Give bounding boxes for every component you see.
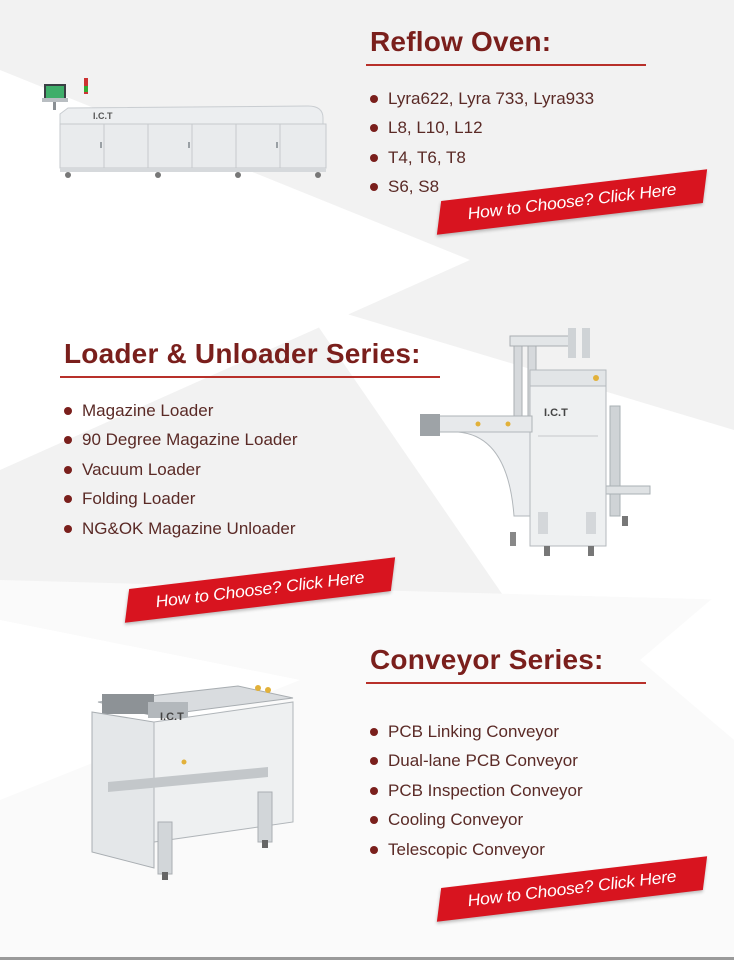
list-item [368, 746, 583, 775]
bullet-icon [370, 183, 378, 191]
loader-item-label: NG&OK Magazine Unloader [82, 518, 296, 538]
list-item [62, 396, 297, 425]
conveyor-list [368, 717, 583, 864]
loader-item-label: Folding Loader [82, 489, 196, 509]
conveyor-cta-label: How to Choose? Click Here [466, 866, 678, 911]
list-item [368, 717, 583, 746]
loader-item-label: 90 Degree Magazine Loader [82, 430, 298, 450]
conveyor-title-underline [366, 682, 646, 684]
list-item [62, 455, 297, 484]
bullet-icon [64, 466, 72, 474]
conveyor-item-label: PCB Inspection Conveyor [388, 780, 583, 800]
reflow-oven-image [38, 76, 338, 182]
bullet-icon [370, 124, 378, 132]
list-item [368, 113, 594, 142]
bullet-icon [370, 757, 378, 765]
conveyor-item-label: Telescopic Conveyor [388, 839, 545, 859]
bullet-icon [370, 728, 378, 736]
list-item [368, 835, 583, 864]
loader-machine-image [418, 326, 658, 566]
loader-brand-label: I.C.T [544, 407, 568, 419]
bullet-icon [64, 407, 72, 415]
conveyor-item-label: Cooling Conveyor [388, 810, 524, 830]
list-item [62, 484, 297, 513]
loader-item-label: Vacuum Loader [82, 459, 201, 479]
reflow-brand-label: I.C.T [93, 111, 113, 121]
list-item [62, 425, 297, 454]
conveyor-item-label: PCB Linking Conveyor [388, 722, 560, 741]
conveyor-item-label: Dual-lane PCB Conveyor [388, 751, 578, 771]
bullet-icon [64, 525, 72, 533]
loader-title: Loader & Unloader Series: [64, 338, 421, 369]
reflow-title-underline [366, 64, 646, 66]
bullet-icon [64, 436, 72, 444]
list-item [368, 143, 594, 172]
bullet-icon [370, 95, 378, 103]
reflow-item-label: T4, T6, T8 [388, 147, 466, 167]
bullet-icon [370, 846, 378, 854]
conveyor-title: Conveyor Series: [370, 644, 604, 675]
list-item [62, 514, 297, 543]
list-item [368, 776, 583, 805]
bullet-icon [370, 816, 378, 824]
bullet-icon [370, 154, 378, 162]
reflow-item-label: Lyra622, Lyra 733, Lyra933 [388, 89, 595, 108]
conveyor-brand-label: I.C.T [160, 711, 184, 723]
bullet-icon [64, 495, 72, 503]
list-item [368, 84, 594, 113]
list-item [368, 805, 583, 834]
loader-cta-label: How to Choose? Click Here [154, 567, 366, 612]
reflow-item-label: L8, L10, L12 [388, 118, 483, 138]
conveyor-image [88, 672, 308, 882]
reflow-cta-label: How to Choose? Click Here [466, 179, 678, 224]
bullet-icon [370, 787, 378, 795]
reflow-item-label: S6, S8 [388, 177, 440, 197]
reflow-title: Reflow Oven: [370, 26, 552, 57]
loader-item-label: Magazine Loader [82, 401, 214, 420]
loader-list [62, 396, 297, 543]
reflow-list [368, 84, 594, 202]
loader-title-underline [60, 376, 440, 378]
